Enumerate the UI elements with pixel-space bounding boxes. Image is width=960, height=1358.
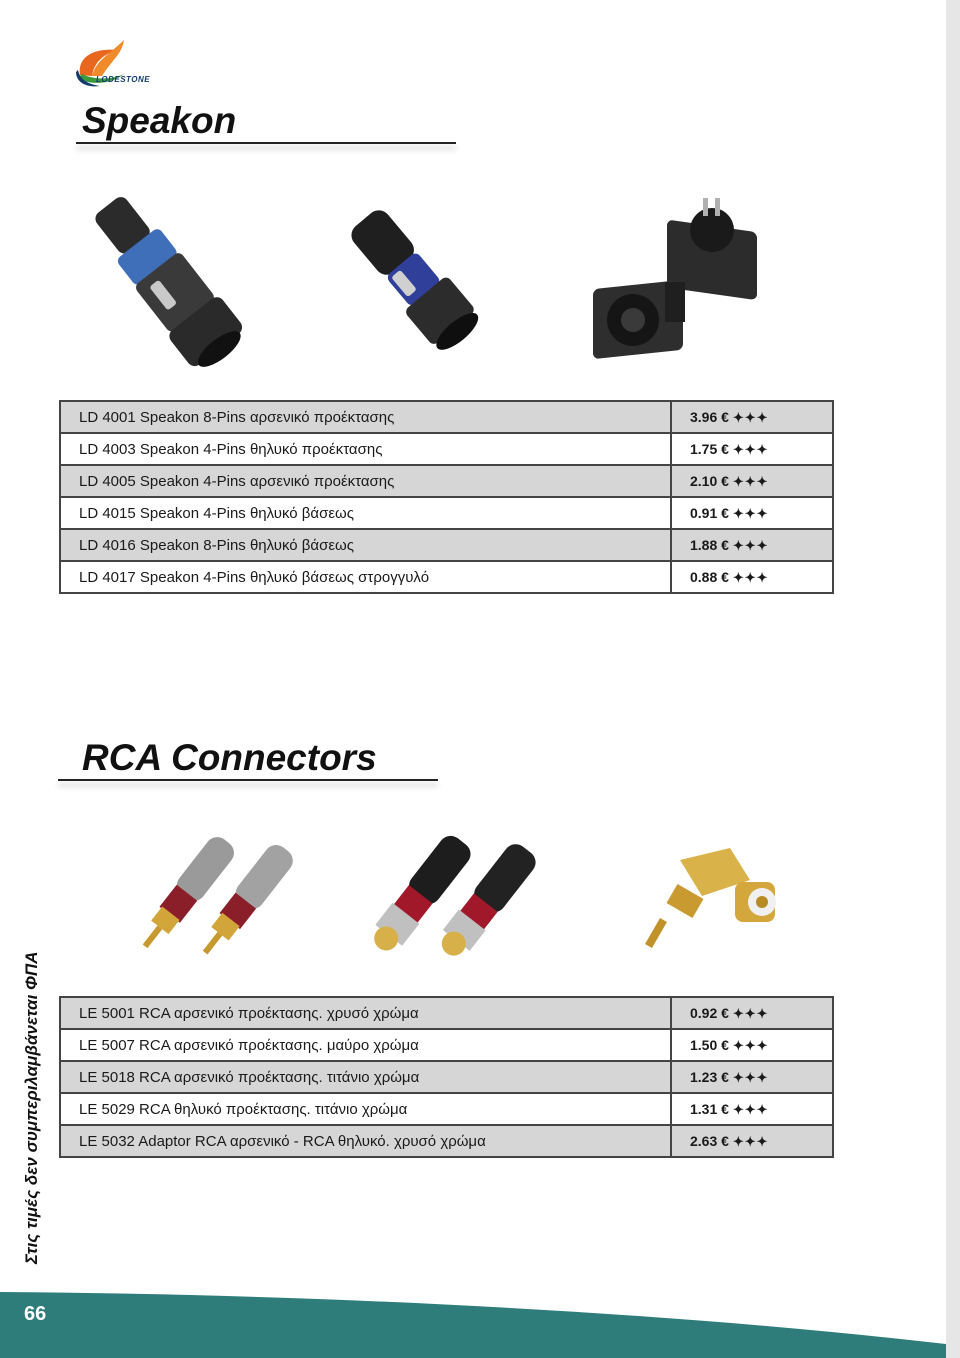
table-row	[60, 401, 833, 433]
table-row	[60, 1125, 833, 1157]
speakon-panel-photo	[585, 190, 780, 380]
product-price	[671, 401, 833, 433]
star-rating-icon: ✦✦✦	[732, 1101, 769, 1117]
price-value: 0.92 €	[690, 1004, 729, 1021]
product-description: LD 4017 Speakon 4-Pins θηλυκό βάσεως στρογγυλό	[60, 561, 671, 593]
title-underline	[58, 779, 438, 781]
price-value: 2.10 €	[690, 472, 729, 489]
price-value: 0.88 €	[690, 568, 729, 585]
price-value: 0.91 €	[690, 504, 729, 521]
star-rating-icon: ✦✦✦	[732, 441, 769, 457]
price-value: 1.75 €	[690, 440, 729, 457]
product-price	[671, 997, 833, 1029]
star-rating-icon: ✦✦✦	[732, 1133, 769, 1149]
product-description: LD 4003 Speakon 4-Pins θηλυκό προέκτασης	[60, 433, 671, 465]
product-description: LD 4016 Speakon 8-Pins θηλυκό βάσεως	[60, 529, 671, 561]
star-rating-icon: ✦✦✦	[732, 473, 769, 489]
product-description: LE 5029 RCA θηλυκό προέκτασης. τιτάνιο χρώμα	[60, 1093, 671, 1125]
table-row	[60, 433, 833, 465]
product-description: LD 4001 Speakon 8-Pins αρσενικό προέκτασης	[60, 401, 671, 433]
star-rating-icon: ✦✦✦	[732, 409, 769, 425]
product-description: LE 5018 RCA αρσενικό προέκτασης. τιτάνιο χρώμα	[60, 1061, 671, 1093]
product-price	[671, 1125, 833, 1157]
speakon-price-table	[59, 400, 834, 594]
product-price	[671, 561, 833, 593]
price-value: 1.31 €	[690, 1100, 729, 1117]
star-rating-icon: ✦✦✦	[732, 537, 769, 553]
table-row	[60, 529, 833, 561]
price-value: 3.96 €	[690, 408, 729, 425]
table-row	[60, 1093, 833, 1125]
page-number: 66	[24, 1303, 47, 1325]
star-rating-icon: ✦✦✦	[732, 1005, 769, 1021]
rca-gold-plug-photo	[130, 830, 305, 975]
price-value: 1.50 €	[690, 1036, 729, 1053]
footer-wave	[0, 1290, 946, 1358]
star-rating-icon: ✦✦✦	[732, 569, 769, 585]
rca-adaptor-photo	[640, 840, 790, 955]
speakon-female-photo	[340, 205, 500, 370]
rca-price-table	[59, 996, 834, 1158]
vat-note: Στις τιμές δεν συμπεριλαμβάνεται ΦΠΑ	[22, 951, 41, 1264]
table-row	[60, 997, 833, 1029]
product-description: LE 5001 RCA αρσενικό προέκτασης. χρυσό χρώμα	[60, 997, 671, 1029]
product-description: LE 5007 RCA αρσενικό προέκτασης. μαύρο χρώμα	[60, 1029, 671, 1061]
product-description: LE 5032 Adaptor RCA αρσενικό - RCA θηλυκό. χρυσό χρώμα	[60, 1125, 671, 1157]
product-price	[671, 1093, 833, 1125]
table-row	[60, 1061, 833, 1093]
speakon-male-photo	[80, 195, 255, 375]
section-title-speakon: Speakon	[82, 100, 237, 141]
title-underline	[76, 142, 456, 144]
page-edge-strip	[946, 0, 960, 1358]
product-description: LD 4015 Speakon 4-Pins θηλυκό βάσεως	[60, 497, 671, 529]
price-value: 2.63 €	[690, 1132, 729, 1149]
product-price	[671, 433, 833, 465]
rca-black-plug-photo	[355, 830, 555, 980]
product-price	[671, 529, 833, 561]
star-rating-icon: ✦✦✦	[732, 505, 769, 521]
price-value: 1.23 €	[690, 1068, 729, 1085]
table-row	[60, 497, 833, 529]
section-title-rca: RCA Connectors	[82, 737, 377, 778]
product-price	[671, 465, 833, 497]
star-rating-icon: ✦✦✦	[732, 1037, 769, 1053]
product-price	[671, 1061, 833, 1093]
table-row	[60, 1029, 833, 1061]
product-description: LD 4005 Speakon 4-Pins αρσενικό προέκτασης	[60, 465, 671, 497]
price-value: 1.88 €	[690, 536, 729, 553]
star-rating-icon: ✦✦✦	[732, 1069, 769, 1085]
product-price	[671, 497, 833, 529]
table-row	[60, 561, 833, 593]
brand-name: LODESTONE	[96, 75, 151, 84]
table-row	[60, 465, 833, 497]
product-price	[671, 1029, 833, 1061]
